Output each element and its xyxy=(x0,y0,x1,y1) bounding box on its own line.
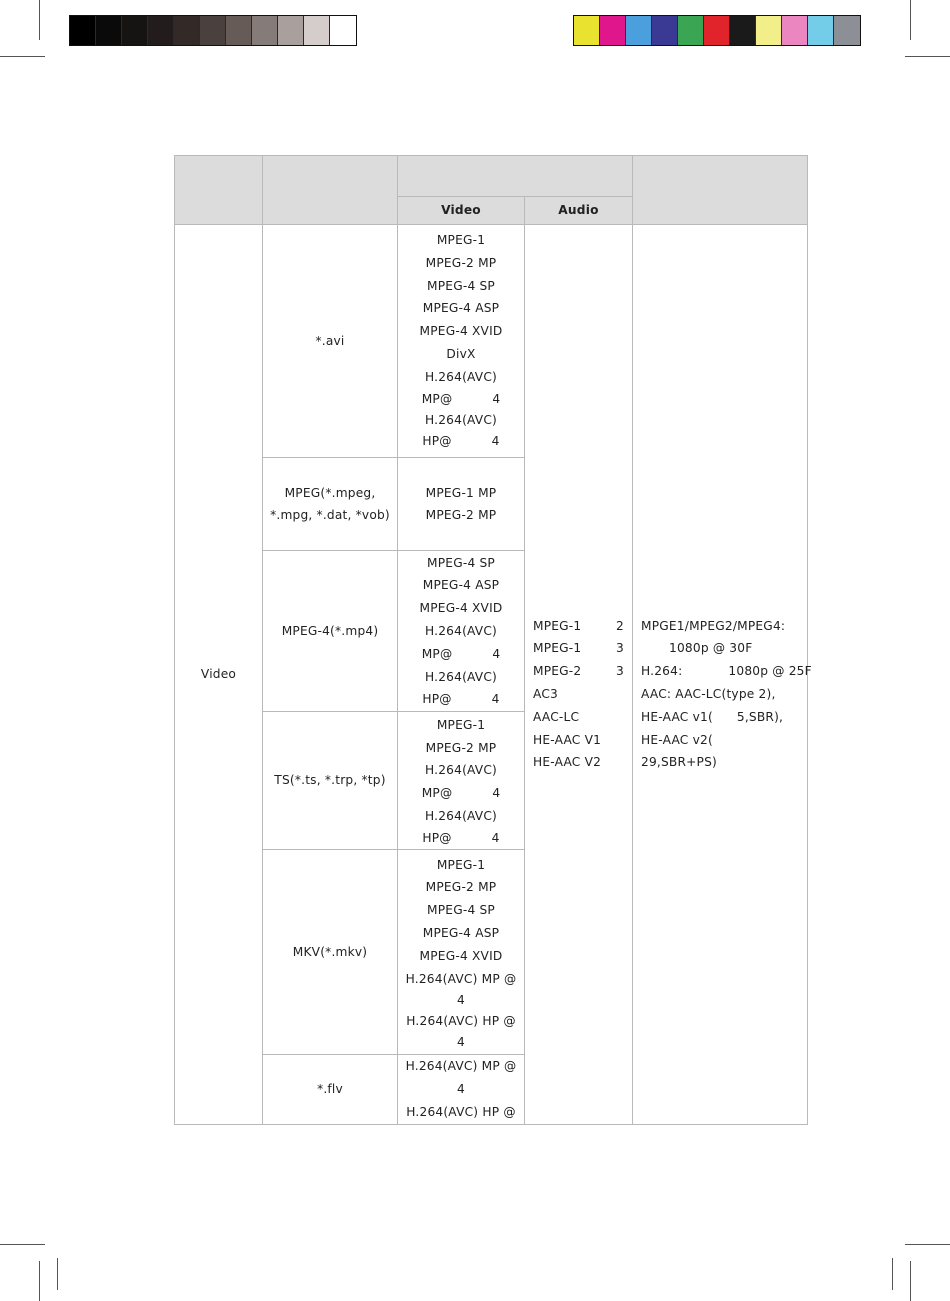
gray-swatch xyxy=(122,16,148,45)
crop-mark xyxy=(57,1258,58,1290)
color-swatch xyxy=(574,16,600,45)
codec-item: MPEG-1 MP xyxy=(425,485,497,500)
header-video: Video xyxy=(398,197,525,225)
gray-swatch xyxy=(226,16,252,45)
resolution-line: HE-AAC v1( 5,SBR), xyxy=(641,709,784,724)
codec-item: MPEG-2 MP xyxy=(425,740,497,755)
color-swatch xyxy=(678,16,704,45)
crop-mark xyxy=(0,56,45,57)
container-avi: *.avi xyxy=(263,225,398,458)
crop-mark xyxy=(39,0,40,40)
video-codec-list xyxy=(398,225,525,458)
header-container-cell xyxy=(263,156,398,225)
codec-item: 4 xyxy=(457,993,465,1008)
codec-item: MPEG-4 SP xyxy=(427,278,495,293)
crop-mark xyxy=(910,0,911,40)
cmyk-color-bar xyxy=(573,15,861,46)
codec-item: MPEG-2 MP xyxy=(425,255,497,270)
codec-item: H.264(AVC) xyxy=(425,763,497,778)
codec-item: H.264(AVC) HP @ xyxy=(406,1014,516,1029)
crop-mark xyxy=(905,56,950,57)
codec-item: MPEG-4 SP xyxy=(427,555,495,570)
codec-item: MPEG-1 xyxy=(436,233,486,247)
video-codec-list xyxy=(398,551,525,712)
codec-item: MPEG-4 XVID xyxy=(419,948,503,963)
codec-item: H.264(AVC) HP @ xyxy=(406,1104,516,1119)
video-codec-list xyxy=(398,1055,525,1124)
container-mkv: MKV(*.mkv) xyxy=(263,850,398,1055)
codec-item: HP@ 4 xyxy=(422,434,500,449)
audio-codec-list xyxy=(525,225,633,1125)
video-codec-list xyxy=(398,850,525,1055)
header-type-cell xyxy=(175,156,263,225)
gray-swatch xyxy=(148,16,174,45)
resolution-line: MPGE1/MPEG2/MPEG4: xyxy=(641,618,786,633)
container-flv: *.flv xyxy=(263,1055,398,1124)
codec-item: MPEG-1 xyxy=(436,857,486,872)
audio-item: AAC-LC xyxy=(533,709,580,724)
media-format-table xyxy=(174,155,812,1125)
gray-swatch xyxy=(278,16,304,45)
codec-item: MPEG-4 SP xyxy=(427,903,495,918)
category-cell: Video xyxy=(175,225,263,1125)
header-codec-cell xyxy=(398,156,633,197)
audio-item: HE-AAC V1 xyxy=(533,732,602,747)
codec-item: MP@ 4 xyxy=(421,391,501,406)
codec-item: MPEG-2 MP xyxy=(425,508,497,523)
codec-item: HP@ 4 xyxy=(422,692,500,707)
codec-item: H.264(AVC) xyxy=(425,623,497,638)
color-swatch xyxy=(808,16,834,45)
audio-item: HE-AAC V2 xyxy=(533,755,602,770)
video-codec-list xyxy=(398,458,525,551)
header-audio: Audio xyxy=(525,197,633,225)
video-codec-list xyxy=(398,712,525,850)
codec-item: MPEG-4 XVID xyxy=(419,601,503,616)
color-swatch xyxy=(756,16,782,45)
gray-swatch xyxy=(304,16,330,45)
audio-item: MPEG-1 2 xyxy=(533,618,624,633)
codec-item: 4 xyxy=(457,1082,465,1097)
audio-item: MPEG-1 3 xyxy=(533,641,624,656)
codec-item: HP@ 4 xyxy=(422,830,500,845)
resolution-line: 29,SBR+PS) xyxy=(641,755,717,770)
color-swatch xyxy=(704,16,730,45)
codec-item: H.264(AVC) xyxy=(425,669,497,684)
crop-mark xyxy=(39,1261,40,1301)
crop-mark xyxy=(892,1258,893,1290)
codec-item: MPEG-1 xyxy=(436,717,486,732)
gray-swatch xyxy=(330,16,356,45)
codec-item: H.264(AVC) MP @ xyxy=(405,971,517,986)
audio-item: MPEG-2 3 xyxy=(533,664,624,679)
crop-mark xyxy=(905,1244,950,1245)
crop-mark xyxy=(0,1244,45,1245)
codec-item: H.264(AVC) MP @ xyxy=(405,1059,517,1074)
codec-item: H.264(AVC) xyxy=(425,412,497,427)
codec-item: DivX xyxy=(446,346,476,361)
gray-swatch xyxy=(96,16,122,45)
codec-item: MPEG-4 ASP xyxy=(422,925,500,940)
codec-item: H.264(AVC) xyxy=(425,369,497,384)
container-mpeg: MPEG(*.mpeg, *.mpg, *.dat, *vob) xyxy=(263,458,398,551)
codec-item: MPEG-2 MP xyxy=(425,880,497,895)
codec-item: MPEG-4 ASP xyxy=(422,578,500,593)
audio-item: AC3 xyxy=(533,686,558,701)
codec-item: MPEG-4 XVID xyxy=(419,324,503,339)
resolution-line: 1080p @ 30F xyxy=(669,641,753,656)
grayscale-color-bar xyxy=(69,15,357,46)
gray-swatch xyxy=(200,16,226,45)
gray-swatch xyxy=(174,16,200,45)
codec-item: MP@ 4 xyxy=(421,646,501,661)
resolution-line: H.264: 1080p @ 25F xyxy=(641,664,812,679)
crop-mark xyxy=(910,1261,911,1301)
color-swatch xyxy=(782,16,808,45)
codec-item: H.264(AVC) xyxy=(425,809,497,824)
resolution-line: AAC: AAC-LC(type 2), xyxy=(641,686,776,701)
resolution-cell xyxy=(633,225,812,1125)
codec-item: 4 xyxy=(457,1035,465,1050)
gray-swatch xyxy=(70,16,96,45)
container-mp4: MPEG-4(*.mp4) xyxy=(263,551,398,712)
color-swatch xyxy=(600,16,626,45)
color-swatch xyxy=(834,16,860,45)
codec-item: MP@ 4 xyxy=(421,786,501,801)
color-swatch xyxy=(626,16,652,45)
color-swatch xyxy=(730,16,756,45)
resolution-line: HE-AAC v2( xyxy=(641,732,713,747)
codec-item: MPEG-4 ASP xyxy=(422,301,500,316)
header-resolution-cell xyxy=(633,156,808,225)
container-ts: TS(*.ts, *.trp, *tp) xyxy=(263,712,398,850)
color-swatch xyxy=(652,16,678,45)
gray-swatch xyxy=(252,16,278,45)
